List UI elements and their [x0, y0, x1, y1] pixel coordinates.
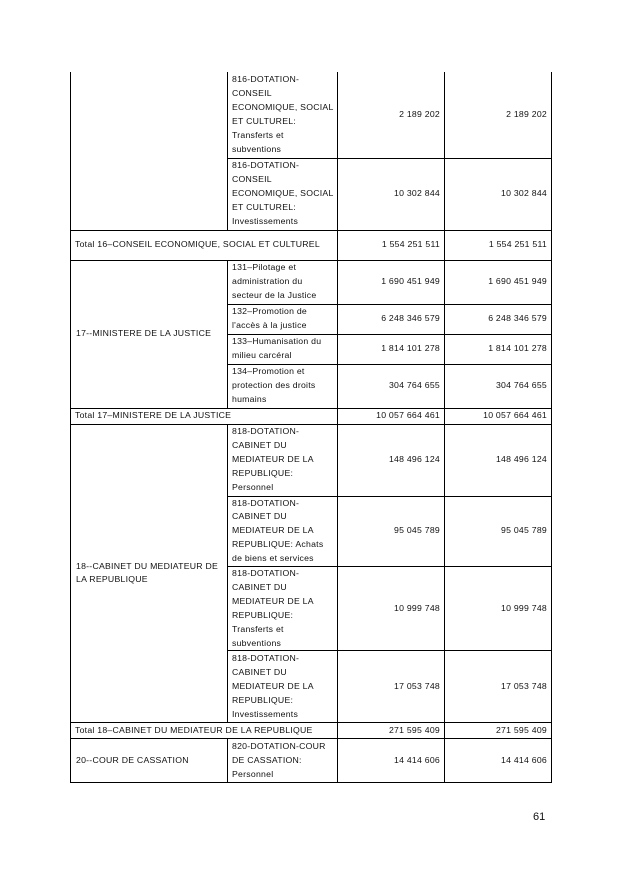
total-amount: 271 595 409 [445, 723, 552, 739]
amount-cell: 148 496 124 [445, 424, 552, 496]
total-label: Total 18–CABINET DU MEDIATEUR DE LA REPUBLIQUE [71, 723, 338, 739]
total-label: Total 16–CONSEIL ECONOMIQUE, SOCIAL ET CULTUREL [71, 230, 338, 260]
program-cell: 134–Promotion et protection des droits humains [228, 364, 338, 408]
table-row [71, 260, 552, 304]
amount-cell: 10 999 748 [338, 567, 445, 651]
program-cell: 816-DOTATION-CONSEIL ECONOMIQUE, SOCIAL ET CULTUREL: Transferts et subventions [228, 72, 338, 158]
total-row [71, 723, 552, 739]
amount-cell: 14 414 606 [338, 739, 445, 783]
total-amount: 10 057 664 461 [445, 408, 552, 424]
program-cell: 131–Pilotage et administration du secteur de la Justice [228, 260, 338, 304]
amount-cell: 2 189 202 [445, 72, 552, 158]
program-cell: 133–Humanisation du milieu carcéral [228, 334, 338, 364]
budget-table [70, 72, 552, 783]
organization-cell: 18--CABINET DU MEDIATEUR DE LA REPUBLIQUE [71, 424, 228, 723]
amount-cell: 148 496 124 [338, 424, 445, 496]
amount-cell: 95 045 789 [445, 496, 552, 567]
program-cell: 816-DOTATION-CONSEIL ECONOMIQUE, SOCIAL ET CULTUREL: Investissements [228, 158, 338, 230]
amount-cell: 6 248 346 579 [338, 304, 445, 334]
amount-cell: 17 053 748 [338, 651, 445, 723]
total-amount: 1 554 251 511 [445, 230, 552, 260]
amount-cell: 10 302 844 [445, 158, 552, 230]
amount-cell: 17 053 748 [445, 651, 552, 723]
program-cell: 820-DOTATION-COUR DE CASSATION: Personnel [228, 739, 338, 783]
total-row [71, 408, 552, 424]
program-cell: 132–Promotion de l'accès à la justice [228, 304, 338, 334]
amount-cell: 304 764 655 [445, 364, 552, 408]
organization-cell: 17--MINISTERE DE LA JUSTICE [71, 260, 228, 408]
amount-cell: 95 045 789 [338, 496, 445, 567]
program-cell: 818-DOTATION-CABINET DU MEDIATEUR DE LA REPUBLIQUE: Personnel [228, 424, 338, 496]
total-label: Total 17–MINISTERE DE LA JUSTICE [71, 408, 338, 424]
total-amount: 10 057 664 461 [338, 408, 445, 424]
amount-cell: 14 414 606 [445, 739, 552, 783]
total-amount: 1 554 251 511 [338, 230, 445, 260]
amount-cell: 2 189 202 [338, 72, 445, 158]
amount-cell: 1 690 451 949 [338, 260, 445, 304]
amount-cell: 1 814 101 278 [445, 334, 552, 364]
organization-cell [71, 72, 228, 230]
amount-cell: 10 302 844 [338, 158, 445, 230]
amount-cell: 6 248 346 579 [445, 304, 552, 334]
amount-cell: 1 814 101 278 [338, 334, 445, 364]
table-row [71, 72, 552, 158]
table-row [71, 424, 552, 496]
total-amount: 271 595 409 [338, 723, 445, 739]
table-row [71, 739, 552, 783]
amount-cell: 1 690 451 949 [445, 260, 552, 304]
program-cell: 818-DOTATION-CABINET DU MEDIATEUR DE LA REPUBLIQUE: Achats de biens et services [228, 496, 338, 567]
program-cell: 818-DOTATION-CABINET DU MEDIATEUR DE LA REPUBLIQUE: Transferts et subventions [228, 567, 338, 651]
total-row [71, 230, 552, 260]
page-number: 61 [533, 811, 546, 823]
organization-cell: 20--COUR DE CASSATION [71, 739, 228, 783]
amount-cell: 10 999 748 [445, 567, 552, 651]
program-cell: 818-DOTATION-CABINET DU MEDIATEUR DE LA REPUBLIQUE: Investissements [228, 651, 338, 723]
amount-cell: 304 764 655 [338, 364, 445, 408]
